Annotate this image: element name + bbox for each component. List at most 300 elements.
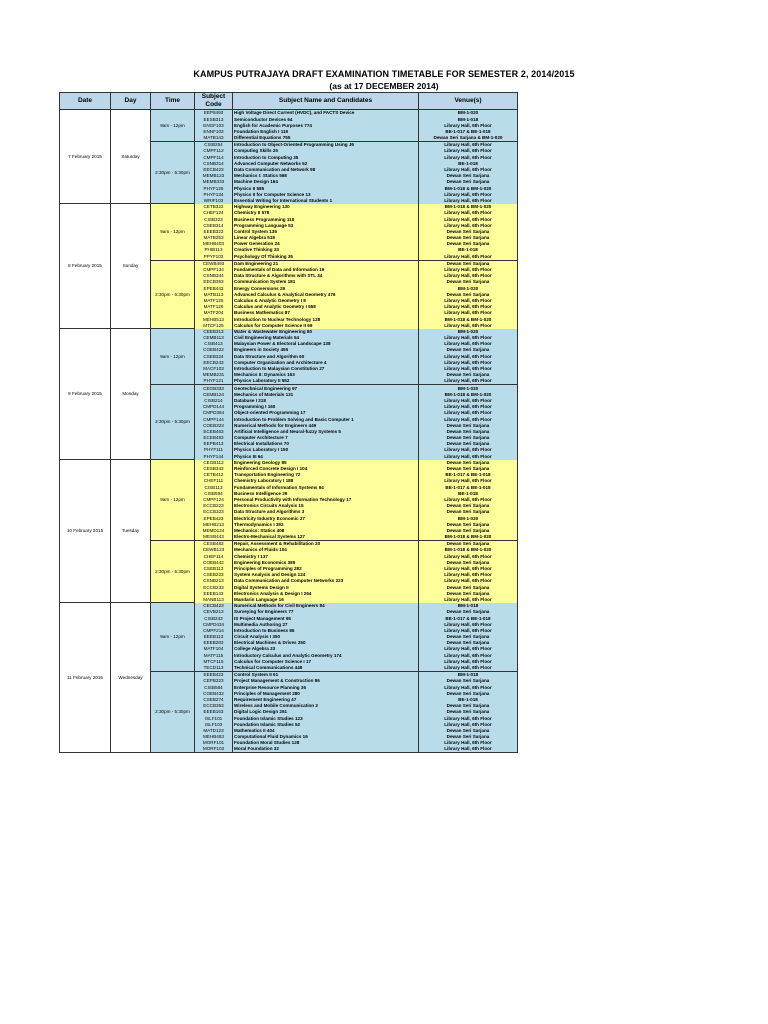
venue-cell: Dewan Seri Sarjana (419, 241, 518, 247)
subject-name-cell: Reinforced Concrete Design I 104 (233, 466, 419, 472)
subject-code-cell: ECEB483 (195, 435, 233, 441)
venue-cell: Dewan Seri Sarjana (419, 422, 518, 428)
subject-name-cell: Mathematics II 404 (233, 728, 419, 734)
venue-cell: Library Hall, 6th Floor (419, 341, 518, 347)
venue-cell: Library Hall, 6th Floor (419, 572, 518, 578)
day-cell: Monday (111, 329, 151, 460)
venue-cell: Library Hall, 6th Floor (419, 715, 518, 721)
subject-code-cell: PHYF111 (195, 447, 233, 453)
venue-cell: Library Hall, 6th Floor (419, 267, 518, 273)
subject-code-cell: MATD123 (195, 728, 233, 734)
subject-code-cell: MEHB213 (195, 521, 233, 527)
subject-code-cell: EECB423 (195, 167, 233, 173)
subject-name-cell: High Voltage Direct Current (HVDC), and FACTS Device (233, 110, 419, 117)
subject-name-cell: Circuit Analysis I 350 (233, 634, 419, 640)
subject-code-cell: CSNB213 (195, 578, 233, 584)
time-cell: 9am - 12pm (151, 329, 195, 385)
day-cell: Sunday (111, 204, 151, 329)
subject-code-cell: PHIB113 (195, 247, 233, 253)
subject-name-cell: Malaysian Power & Electoral Landscape 138 (233, 341, 419, 347)
subject-name-cell: College Algebra 23 (233, 646, 419, 652)
subject-name-cell: Requirement Engineering 47 (233, 697, 419, 703)
subject-name-cell: Fundamentals of Information Systems 94 (233, 484, 419, 490)
venue-cell: Dewan Seri Sarjana (419, 590, 518, 596)
subject-code-cell: CISB413 (195, 341, 233, 347)
subject-code-cell: CISB113 (195, 484, 233, 490)
subject-code-cell: CEPB323 (195, 678, 233, 684)
venue-cell: Dewan Seri Sarjana (419, 441, 518, 447)
subject-code-cell: CEGB112 (195, 460, 233, 466)
venue-cell: BM-1-020 (419, 285, 518, 291)
venue-cell: Library Hall, 6th Floor (419, 198, 518, 204)
subject-code-cell: PPYF103 (195, 253, 233, 260)
venue-cell: BE-1-017 & BE-1-018 (419, 472, 518, 478)
subject-name-cell: Electro-Mechanical Systems 127 (233, 534, 419, 541)
subject-name-cell: Calculus & Analytic Geometry I 8 (233, 298, 419, 304)
venue-cell: BM-1-018 & BM-1-020 (419, 547, 518, 553)
subject-code-cell: CSNB314 (195, 161, 233, 167)
venue-cell: Library Hall, 6th Floor (419, 353, 518, 359)
time-cell: 2:30pm - 5:30pm (151, 141, 195, 203)
venue-cell: Library Hall, 6th Floor (419, 416, 518, 422)
subject-name-cell: Numerical Methods for Engineers 449 (233, 422, 419, 428)
subject-name-cell: Project Management & Construction 86 (233, 678, 419, 684)
subject-code-cell: ECCB223 (195, 503, 233, 509)
venue-cell: Dewan Seri Sarjana (419, 179, 518, 185)
subject-name-cell: Personal Productivity with Information Technology 17 (233, 497, 419, 503)
header-row (60, 93, 518, 110)
venue-cell: Library Hall, 6th Floor (419, 210, 518, 216)
subject-name-cell: Thermodynamics I 392 (233, 521, 419, 527)
venue-cell: Dewan Seri Sarjana & BM-1-020 (419, 135, 518, 142)
venue-cell: Dewan Seri Sarjana (419, 372, 518, 378)
subject-code-cell: CETB412 (195, 472, 233, 478)
subject-name-cell: Psychology Of Thinking 35 (233, 253, 419, 260)
subject-name-cell: Business Intelligence 29 (233, 490, 419, 496)
subject-name-cell: Communication System 181 (233, 279, 419, 285)
subject-name-cell: Calculus and Analytic Geometry I 558 (233, 304, 419, 310)
subject-code-cell: ISLF103 (195, 721, 233, 727)
venue-cell: Library Hall, 6th Floor (419, 298, 518, 304)
subject-name-cell: Dam Engineering 21 (233, 260, 419, 267)
subject-code-cell: EPEB423 (195, 515, 233, 521)
venue-cell: Library Hall, 6th Floor (419, 335, 518, 341)
venue-cell: Library Hall, 6th Floor (419, 366, 518, 372)
subject-code-cell: MATF104 (195, 646, 233, 652)
timetable-body (60, 110, 518, 753)
subject-name-cell: Civil Engineering Materials 54 (233, 335, 419, 341)
subject-name-cell: Computational Fluid Dynamics 16 (233, 734, 419, 740)
venue-cell: Dewan Seri Sarjana (419, 540, 518, 547)
subject-code-cell: COEB323 (195, 422, 233, 428)
venue-cell: BM-1-020 (419, 385, 518, 392)
venue-cell: Library Hall, 6th Floor (419, 721, 518, 727)
venue-cell: Library Hall, 6th Floor (419, 148, 518, 154)
subject-name-cell: Object-oriented Programming 17 (233, 410, 419, 416)
venue-cell: Library Hall, 6th Floor (419, 453, 518, 459)
subject-code-cell: EPEB443 (195, 285, 233, 291)
subject-code-cell: CMPF134 (195, 267, 233, 273)
subject-name-cell: Introduction to Nuclear Technology 128 (233, 316, 419, 322)
venue-cell: Library Hall, 6th Floor (419, 122, 518, 128)
venue-cell: BE-1-017 & BE-1-018 (419, 484, 518, 490)
venue-cell: Dewan Seri Sarjana (419, 734, 518, 740)
venue-cell: BM-1-018 (419, 603, 518, 609)
column-header-subject-code: Subject Code (195, 93, 233, 110)
subject-code-cell: MORF101 (195, 740, 233, 746)
subject-name-cell: Fundamentals of Data and Information 19 (233, 267, 419, 273)
table-row (60, 204, 518, 210)
subject-code-cell: CSEB314 (195, 222, 233, 228)
subject-code-cell: MEMB123 (195, 173, 233, 179)
venue-cell: BM-1-018 (419, 671, 518, 678)
subject-name-cell: Calculus for Computer Science II 69 (233, 322, 419, 328)
subject-name-cell: Moral Foundation 32 (233, 746, 419, 753)
subject-name-cell: Physics II for Computer Science 13 (233, 191, 419, 197)
column-header-date: Date (60, 93, 111, 110)
venue-cell: Library Hall, 6th Floor (419, 398, 518, 404)
subject-name-cell: Linear Algebra 518 (233, 235, 419, 241)
subject-name-cell: Digital Logic Design 261 (233, 709, 419, 715)
subject-code-cell: MANB113 (195, 597, 233, 603)
subject-code-cell: ECCB363 (195, 703, 233, 709)
subject-code-cell: CHEF111 (195, 478, 233, 484)
subject-code-cell: PHYF121 (195, 378, 233, 385)
subject-code-cell: CISB594 (195, 490, 233, 496)
subject-code-cell: WRIF103 (195, 198, 233, 204)
subject-code-cell: ISLF101 (195, 715, 233, 721)
subject-name-cell: Database I 218 (233, 398, 419, 404)
subject-name-cell: Digital Systems Design II (233, 584, 419, 590)
subject-code-cell: EEEB323 (195, 229, 233, 235)
venue-cell: Library Hall, 6th Floor (419, 378, 518, 385)
subject-code-cell: CECB423 (195, 603, 233, 609)
subject-code-cell: CMPD144 (195, 404, 233, 410)
subject-code-cell: CMPF144 (195, 416, 233, 422)
subject-code-cell: COEB422 (195, 347, 233, 353)
subject-name-cell: English for Academic Purposes 774 (233, 122, 419, 128)
subject-code-cell: MATB143 (195, 135, 233, 142)
subject-code-cell: MEHB403 (195, 241, 233, 247)
time-cell: 2:30pm - 5:30pm (151, 671, 195, 752)
subject-name-cell: Semiconductor Devices 64 (233, 116, 419, 122)
subject-name-cell: Physics Laboratory II 552 (233, 378, 419, 385)
venue-cell: Library Hall, 6th Floor (419, 222, 518, 228)
column-header-venue: Venue(s) (419, 93, 518, 110)
subject-name-cell: Mechanics of Fluids 104 (233, 547, 419, 553)
subject-code-cell: MORF103 (195, 746, 233, 753)
subject-code-cell: MEHB463 (195, 734, 233, 740)
venue-cell: Library Hall, 6th Floor (419, 652, 518, 658)
subject-code-cell: MEMD124 (195, 528, 233, 534)
subject-code-cell: EEEB163 (195, 709, 233, 715)
venue-cell: Dewan Seri Sarjana (419, 229, 518, 235)
venue-cell: BE-1-018 (419, 161, 518, 167)
subject-name-cell: Power Generation 24 (233, 241, 419, 247)
venue-cell: Library Hall, 6th Floor (419, 553, 518, 559)
subject-code-cell: MATB253 (195, 235, 233, 241)
subject-name-cell: Surveying for Engineers 77 (233, 609, 419, 615)
subject-code-cell: CMPF112 (195, 148, 233, 154)
subject-name-cell: Electrical Machines & Drives 250 (233, 640, 419, 646)
date-cell: 8 February 2015 (60, 204, 111, 329)
venue-cell: Library Hall, 6th Floor (419, 154, 518, 160)
subject-code-cell: ECCB323 (195, 509, 233, 515)
subject-code-cell: MTCF125 (195, 322, 233, 328)
subject-code-cell: EEEB283 (195, 640, 233, 646)
venue-cell: Library Hall, 6th Floor (419, 566, 518, 572)
subject-name-cell: Energy Conversions 29 (233, 285, 419, 291)
subject-name-cell: Artificial Intelligence and Neural-fuzzy Systems 5 (233, 429, 419, 435)
subject-code-cell: COEB442 (195, 560, 233, 566)
venue-cell: Library Hall, 6th Floor (419, 216, 518, 222)
subject-code-cell: CEMB124 (195, 391, 233, 397)
subject-code-cell: MEHB513 (195, 316, 233, 322)
date-cell: 11 February 2015 (60, 603, 111, 753)
subject-name-cell: Foundation Moral Studies 128 (233, 740, 419, 746)
subject-name-cell: Engineers in Society 455 (233, 347, 419, 353)
subject-code-cell: CEVB213 (195, 609, 233, 615)
subject-name-cell: Calculus for Computer Science I 17 (233, 659, 419, 665)
subject-code-cell: CSNB344 (195, 273, 233, 279)
table-row (60, 110, 518, 117)
subject-code-cell: MATF126 (195, 304, 233, 310)
subject-name-cell: Mechanics I: Statics 568 (233, 173, 419, 179)
subject-code-cell: CSEB324 (195, 353, 233, 359)
venue-cell: Library Hall, 6th Floor (419, 322, 518, 328)
subject-code-cell: CSEB223 (195, 572, 233, 578)
venue-cell: Library Hall, 6th Floor (419, 665, 518, 672)
venue-cell: BM-1-018 (419, 116, 518, 122)
subject-code-cell: COEB432 (195, 690, 233, 696)
subject-code-cell: CMPF214 (195, 628, 233, 634)
subject-code-cell: MEMB333 (195, 179, 233, 185)
subject-name-cell: Geotechnical Engineering 97 (233, 385, 419, 392)
subject-code-cell: CISB254 (195, 141, 233, 148)
venue-cell: Dewan Seri Sarjana (419, 640, 518, 646)
venue-cell: Dewan Seri Sarjana (419, 460, 518, 466)
subject-code-cell: CSEB274 (195, 697, 233, 703)
venue-cell: BM-1-020 (419, 110, 518, 117)
subject-name-cell: Advanced Computer Networks 52 (233, 161, 419, 167)
subject-name-cell: Technical Communications 448 (233, 665, 419, 672)
venue-cell: Dewan Seri Sarjana (419, 703, 518, 709)
subject-name-cell: Business Mathematics 87 (233, 310, 419, 316)
subject-name-cell: Principles of Management 280 (233, 690, 419, 696)
subject-name-cell: Mechanics of Materials 131 (233, 391, 419, 397)
venue-cell: Library Hall, 6th Floor (419, 410, 518, 416)
venue-cell: BE-1-018 (419, 490, 518, 496)
subject-name-cell: Computer Architecture 7 (233, 435, 419, 441)
subject-code-cell: MEMB231 (195, 372, 233, 378)
subject-code-cell: MATB113 (195, 291, 233, 297)
venue-cell: Library Hall, 6th Floor (419, 659, 518, 665)
subject-code-cell: PHYF134 (195, 191, 233, 197)
page-title: KAMPUS PUTRAJAYA DRAFT EXAMINATION TIMETABLE FOR SEMESTER 2, 2014/2015 (193, 69, 575, 79)
subject-code-cell: MTCF115 (195, 659, 233, 665)
venue-cell: Dewan Seri Sarjana (419, 678, 518, 684)
subject-name-cell: Data Structure and Algorithm 60 (233, 353, 419, 359)
subject-code-cell: CESB343 (195, 466, 233, 472)
venue-cell: Library Hall, 6th Floor (419, 447, 518, 453)
subject-code-cell: CSEB113 (195, 566, 233, 572)
venue-cell: Library Hall, 6th Floor (419, 360, 518, 366)
subject-code-cell: CMPF124 (195, 497, 233, 503)
venue-cell: Library Hall, 6th Floor (419, 684, 518, 690)
subject-code-cell: MATF115 (195, 652, 233, 658)
venue-cell: Library Hall, 6th Floor (419, 578, 518, 584)
venue-cell: Library Hall, 6th Floor (419, 746, 518, 753)
subject-name-cell: Numerical Methods for Civil Engineers 84 (233, 603, 419, 609)
venue-cell: Library Hall, 6th Floor (419, 167, 518, 173)
subject-name-cell: Creative Thinking 33 (233, 247, 419, 253)
subject-name-cell: Electronics Analysis & Design I 264 (233, 590, 419, 596)
column-header-subject-name: Subject Name and Candidates (233, 93, 419, 110)
venue-cell: Library Hall, 6th Floor (419, 310, 518, 316)
time-cell: 2:30pm - 5:30pm (151, 385, 195, 460)
subject-name-cell: System Analysis and Design 124 (233, 572, 419, 578)
time-cell: 2:30pm - 5:30pm (151, 540, 195, 602)
subject-name-cell: Mechanics: Statics 408 (233, 528, 419, 534)
subject-code-cell: CMPD434 (195, 621, 233, 627)
venue-cell: Library Hall, 6th Floor (419, 621, 518, 627)
day-cell: Tuesday (111, 460, 151, 603)
venue-cell: Dewan Seri Sarjana (419, 709, 518, 715)
subject-name-cell: Essential Writing for International Students 1 (233, 198, 419, 204)
subject-name-cell: Enterprise Resource Planning 36 (233, 684, 419, 690)
venue-cell: Library Hall, 6th Floor (419, 404, 518, 410)
exam-timetable (59, 92, 518, 753)
subject-code-cell: EECB243 (195, 360, 233, 366)
subject-name-cell: Water & Wastewater Engineering 80 (233, 329, 419, 335)
subject-name-cell: Physics Laboratory I 150 (233, 447, 419, 453)
subject-code-cell: MATF125 (195, 298, 233, 304)
time-cell: 9am - 12pm (151, 110, 195, 142)
venue-cell: Library Hall, 6th Floor (419, 597, 518, 603)
subject-name-cell: Electronics Circuits Analysis 15 (233, 503, 419, 509)
subject-code-cell: PHYF125 (195, 185, 233, 191)
subject-code-cell: MACF103 (195, 366, 233, 372)
venue-cell: BE-1-017 & BE-1-018 (419, 129, 518, 135)
venue-cell: BM-1-018 & BM-1-020 (419, 204, 518, 210)
subject-name-cell: Multimedia Authoring 27 (233, 621, 419, 627)
column-header-day: Day (111, 93, 151, 110)
subject-code-cell: EEP8493 (195, 110, 233, 117)
subject-name-cell: Transportation Engineering 72 (233, 472, 419, 478)
venue-cell: Dewan Seri Sarjana (419, 235, 518, 241)
venue-cell: Dewan Seri Sarjana (419, 173, 518, 179)
subject-code-cell: CEGB333 (195, 385, 233, 392)
subject-name-cell: Chemistry I 137 (233, 553, 419, 559)
subject-code-cell: CISB243 (195, 615, 233, 621)
subject-name-cell: Highway Engineering 130 (233, 204, 419, 210)
subject-name-cell: Computing Skills 25 (233, 148, 419, 154)
venue-cell: Dewan Seri Sarjana (419, 521, 518, 527)
venue-cell: Library Hall, 6th Floor (419, 253, 518, 260)
column-header-time: Time (151, 93, 195, 110)
subject-name-cell: Physics II 585 (233, 185, 419, 191)
venue-cell: Library Hall, 6th Floor (419, 304, 518, 310)
subject-name-cell: Electricity Industry Economic 27 (233, 515, 419, 521)
venue-cell: Dewan Seri Sarjana (419, 690, 518, 696)
venue-cell: Dewan Seri Sarjana (419, 503, 518, 509)
date-cell: 9 February 2015 (60, 329, 111, 460)
subject-code-cell: TECD113 (195, 665, 233, 672)
venue-cell: Library Hall, 6th Floor (419, 141, 518, 148)
subject-name-cell: Introduction to Business 86 (233, 628, 419, 634)
venue-cell: Dewan Seri Sarjana (419, 435, 518, 441)
subject-name-cell: Advanced Calculus & Analytical Geometry 476 (233, 291, 419, 297)
subject-name-cell: Computer Organization and Architecture 4 (233, 360, 419, 366)
subject-code-cell: CETB322 (195, 204, 233, 210)
venue-cell: Dewan Seri Sarjana (419, 279, 518, 285)
subject-code-cell: CISB584 (195, 684, 233, 690)
venue-cell: BM-1-020 (419, 329, 518, 335)
venue-cell: BM-1-018 & BM-1-020 (419, 316, 518, 322)
subject-name-cell: Introduction to Malaysian Constitution 27 (233, 366, 419, 372)
time-cell: 9am - 12pm (151, 204, 195, 260)
subject-code-cell: EECB353 (195, 279, 233, 285)
venue-cell: Library Hall, 6th Floor (419, 740, 518, 746)
venue-cell: Library Hall, 6th Floor (419, 628, 518, 634)
subject-name-cell: IS Project Management 95 (233, 615, 419, 621)
subject-code-cell: CEEB313 (195, 329, 233, 335)
subject-name-cell: Introductory Calculus and Analytic Geometry 174 (233, 652, 419, 658)
subject-name-cell: Foundation Islamic Studies 52 (233, 721, 419, 727)
subject-name-cell: Machine Design 164 (233, 179, 419, 185)
subject-code-cell: ECEB463 (195, 429, 233, 435)
subject-name-cell: Data Structure and Algorithms 3 (233, 509, 419, 515)
subject-name-cell: Programming I 160 (233, 404, 419, 410)
subject-code-cell: PHYF144 (195, 453, 233, 459)
subject-name-cell: Introduction to Object-Oriented Programming Using J6 (233, 141, 419, 148)
subject-code-cell: CEMB113 (195, 335, 233, 341)
subject-code-cell: EEEB423 (195, 671, 233, 678)
subject-name-cell: Differential Equations 755 (233, 135, 419, 142)
venue-cell: Dewan Seri Sarjana (419, 634, 518, 640)
venue-cell: Dewan Seri Sarjana (419, 429, 518, 435)
venue-cell: Dewan Seri Sarjana (419, 728, 518, 734)
subject-code-cell: MESB443 (195, 534, 233, 541)
subject-code-cell: ECCB233 (195, 584, 233, 590)
subject-code-cell: EEEB113 (195, 634, 233, 640)
subject-code-cell: CMPD364 (195, 410, 233, 416)
subject-code-cell: CHEF114 (195, 553, 233, 559)
venue-cell: BM-1-020 (419, 515, 518, 521)
subject-name-cell: Introduction to Computing 35 (233, 154, 419, 160)
date-cell: 7 February 2015 (60, 110, 111, 204)
venue-cell: Library Hall, 6th Floor (419, 273, 518, 279)
subject-name-cell: Mechanics II: Dynamics 163 (233, 372, 419, 378)
subject-name-cell: Chemistry II 578 (233, 210, 419, 216)
subject-name-cell: Introduction to Problem Solving and Basic Computer 1 (233, 416, 419, 422)
subject-code-cell: CISB323 (195, 216, 233, 222)
venue-cell: Library Hall, 6th Floor (419, 478, 518, 484)
venue-cell: BM-1-018 & BM-1-020 (419, 391, 518, 397)
subject-name-cell: Foundation English I 119 (233, 129, 419, 135)
subject-code-cell: CISB214 (195, 398, 233, 404)
subject-name-cell: Chemistry Laboratory I 188 (233, 478, 419, 484)
venue-cell: Dewan Seri Sarjana (419, 509, 518, 515)
time-cell: 9am - 12pm (151, 603, 195, 672)
subject-code-cell: EEEB143 (195, 590, 233, 596)
venue-cell: BE-1-018 (419, 247, 518, 253)
day-cell: Saturday (111, 110, 151, 204)
venue-cell: Dewan Seri Sarjana (419, 584, 518, 590)
date-cell: 10 February 2015 (60, 460, 111, 603)
venue-cell: Dewan Seri Sarjana (419, 291, 518, 297)
subject-name-cell: Programming Language 53 (233, 222, 419, 228)
